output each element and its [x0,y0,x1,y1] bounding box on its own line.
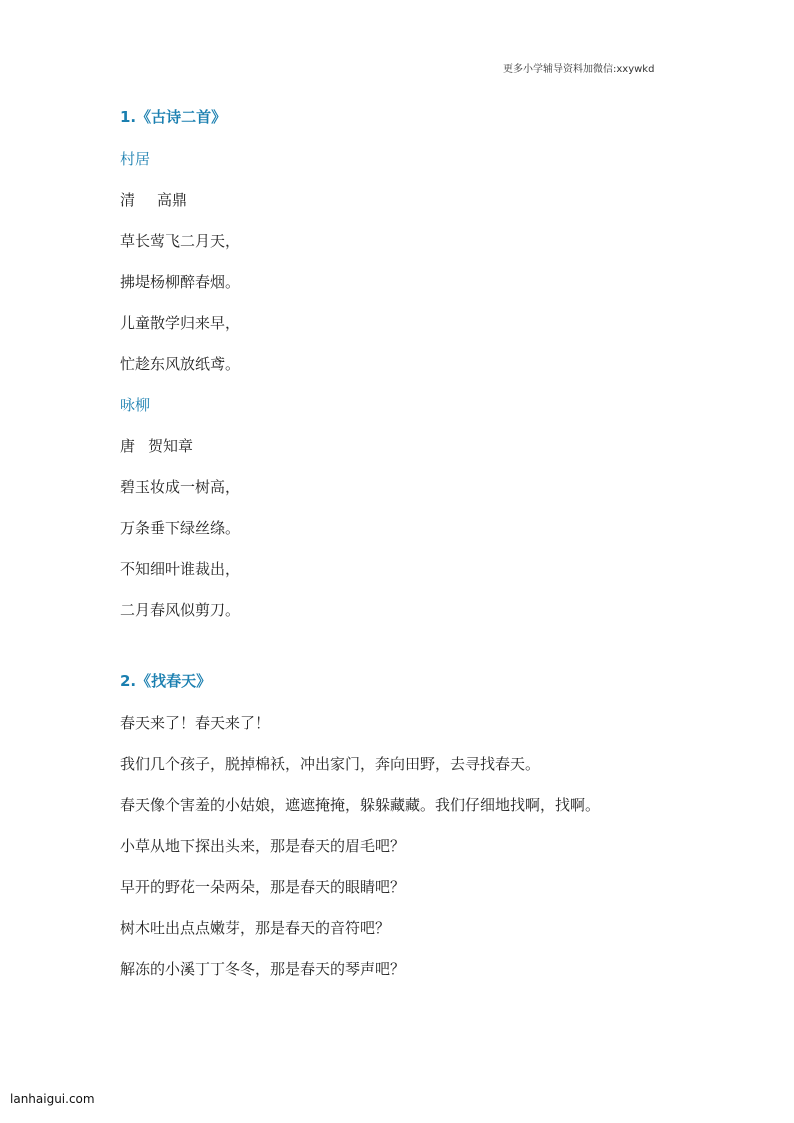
poem-cun-ju [120,148,720,375]
header-note: 更多小学辅导资料加微信:xxywkd [503,64,655,75]
poem-author [120,435,720,457]
section-spacer [120,640,720,670]
section-title-find-spring: 2.《找春天》 [120,672,212,690]
text-line: 树木吐出点点嫩芽，那是春天的音符吧？ [120,919,391,937]
poem-author-name: 高鼎 [157,191,188,209]
poem-author-name: 贺知章 [148,437,194,455]
text-line: 我们几个孩子，脱掉棉袄，冲出家门，奔向田野，去寻找春天。 [120,755,541,773]
poem-line: 二月春风似剪刀。 [120,601,241,619]
poem-dynasty: 唐 [120,437,136,455]
poem-line: 不知细叶谁裁出， [120,560,241,578]
footer-site: lanhaigui.com [10,1092,95,1106]
poem-line: 万条垂下绿丝绦。 [120,519,241,537]
text-line: 早开的野花一朵两朵，那是春天的眼睛吧？ [120,878,406,896]
poem-dynasty: 清 [120,191,136,209]
text-line: 春天来了！春天来了！ [120,714,271,732]
poem-title: 村居 [120,150,151,168]
poem-line: 碧玉妆成一树高， [120,478,241,496]
text-line: 解冻的小溪丁丁冬冬，那是春天的琴声吧？ [120,960,406,978]
text-line: 小草从地下探出头来，那是春天的眉毛吧？ [120,837,406,855]
text-line: 春天像个害羞的小姑娘，遮遮掩掩，躲躲藏藏。我们仔细地找啊，找啊。 [120,796,601,814]
text-find-spring [120,712,720,980]
poem-author [120,189,720,211]
poem-line: 草长莺飞二月天， [120,232,241,250]
poem-title: 咏柳 [120,396,151,414]
poem-line: 忙趁东风放纸鸢。 [120,355,241,373]
section-title-ancient-poems: 1.《古诗二首》 [120,108,227,126]
poem-yong-liu [120,394,720,621]
poem-line: 拂堤杨柳醉春烟。 [120,273,241,291]
document-body [120,106,720,999]
poem-line: 儿童散学归来早， [120,314,241,332]
